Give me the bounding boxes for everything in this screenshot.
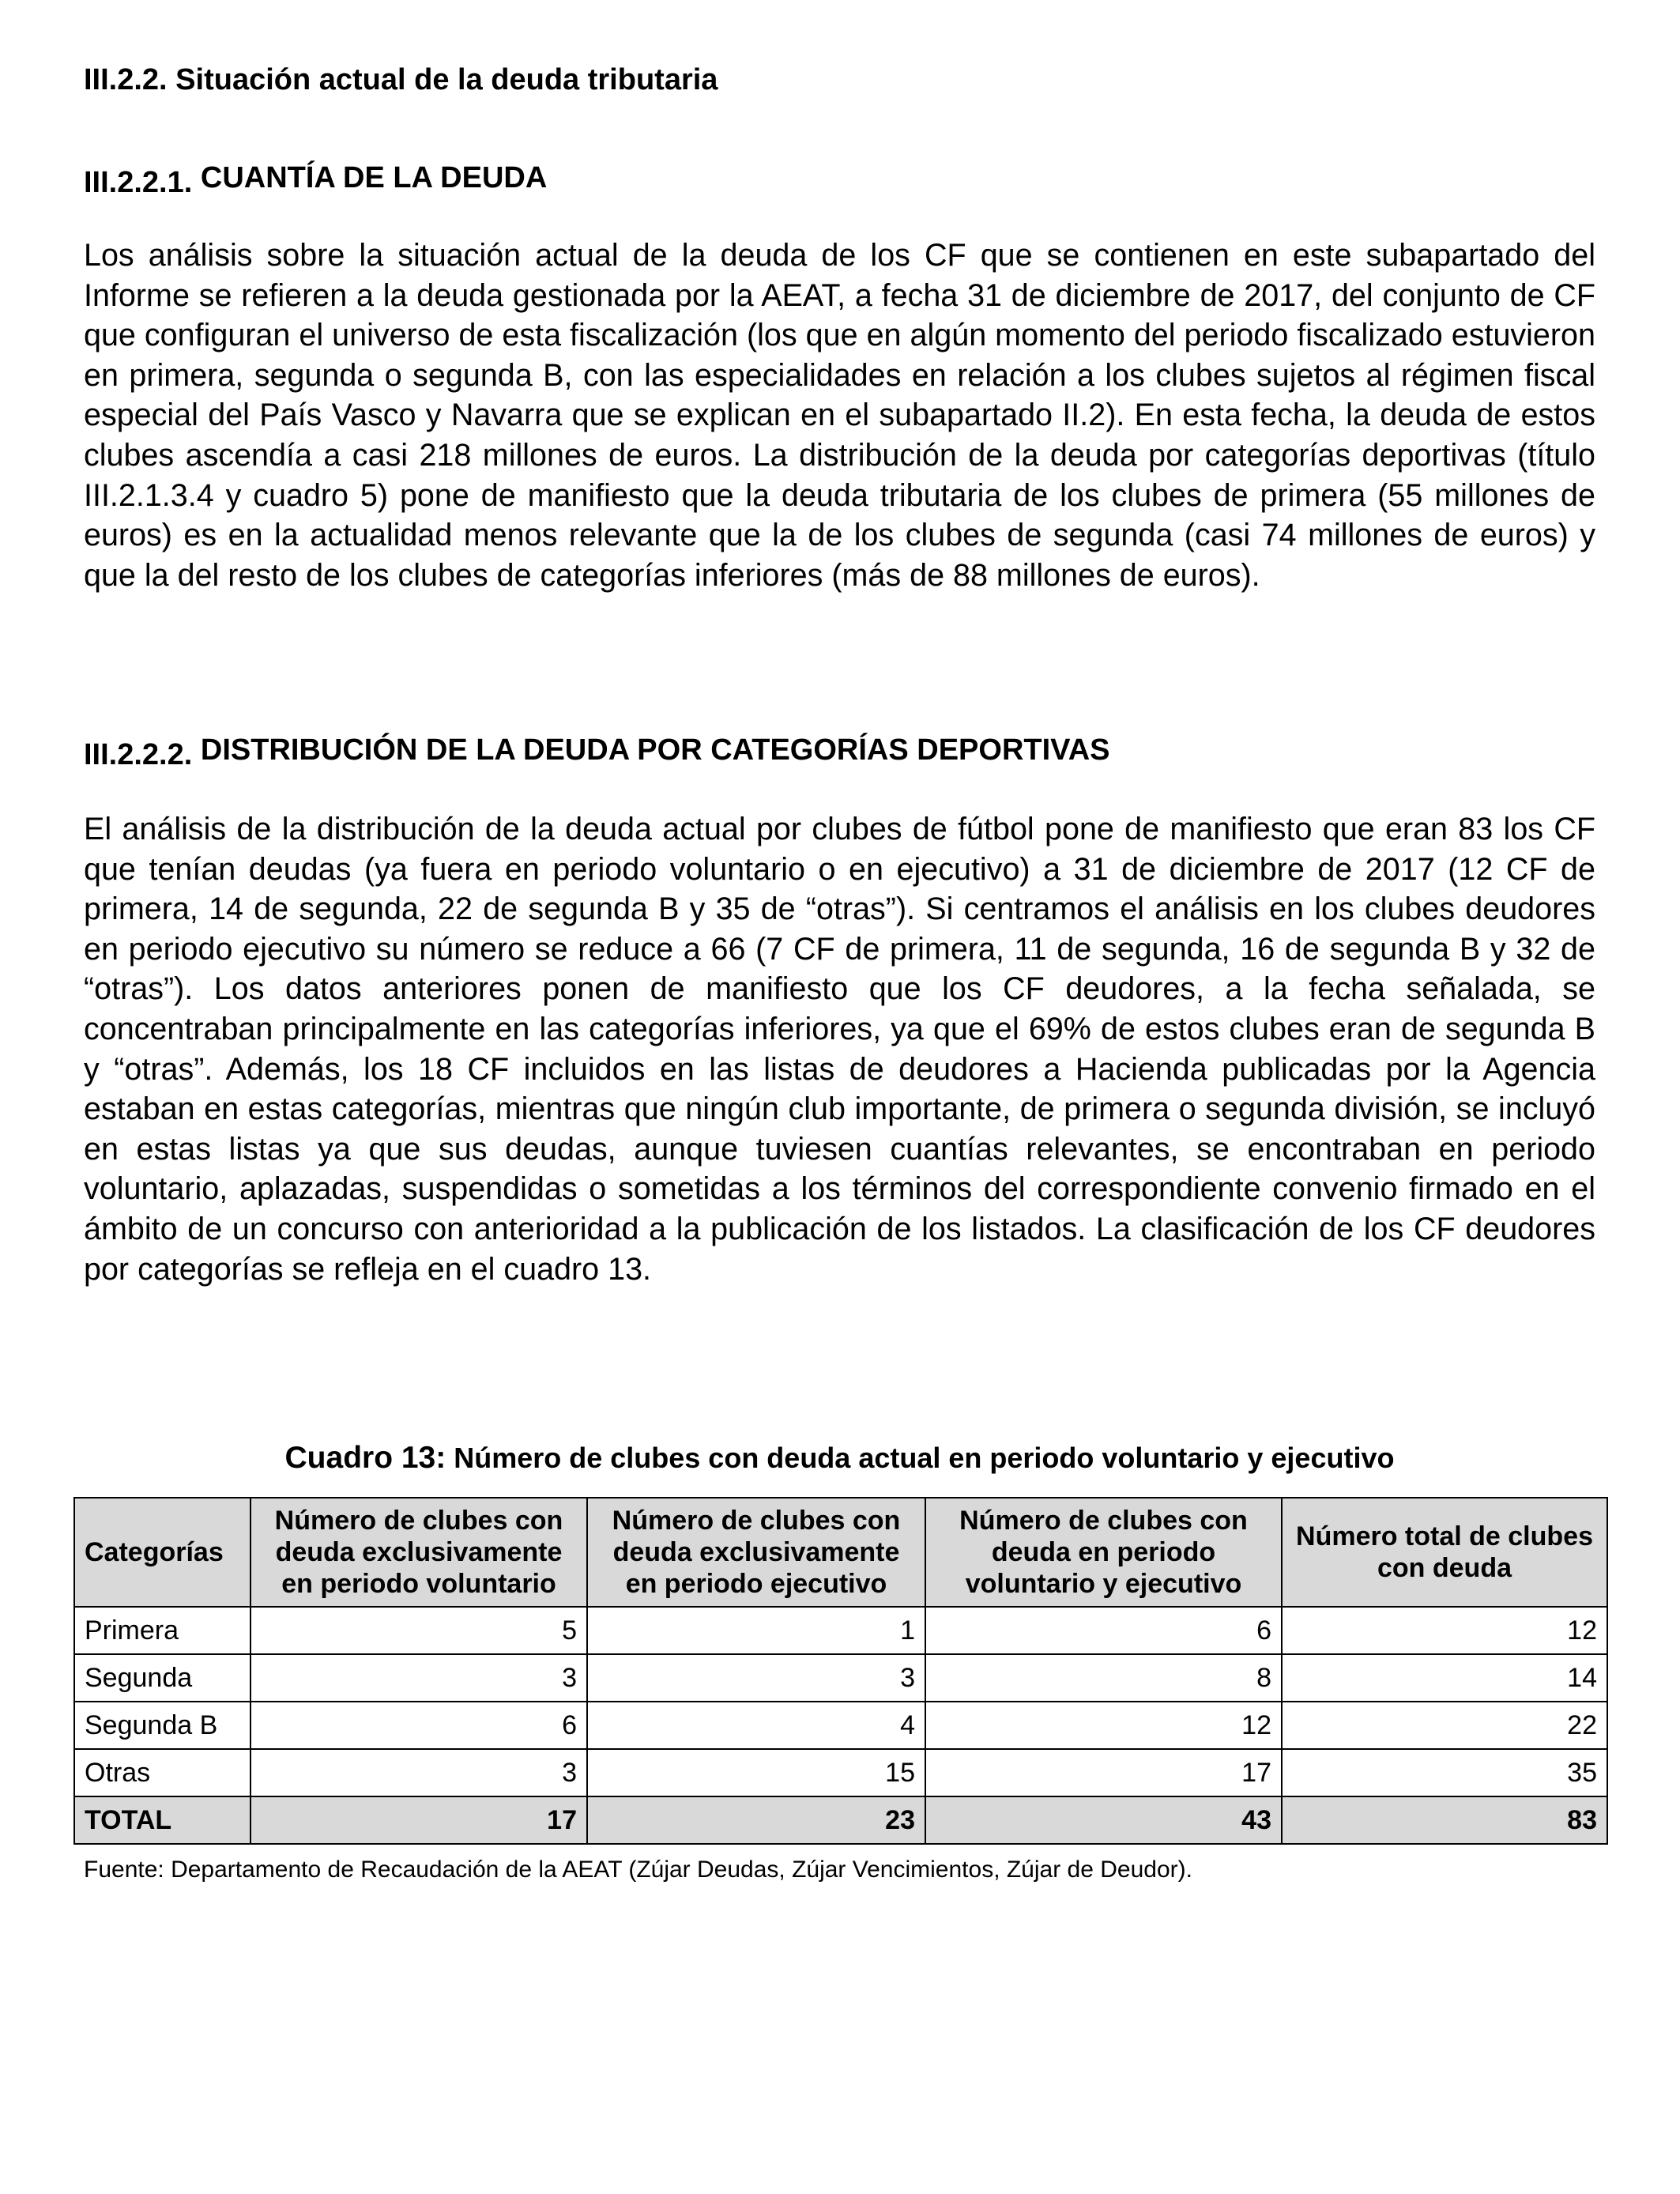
table-caption-text: Número de clubes con deuda actual en periodo voluntario y ejecutivo bbox=[446, 1442, 1395, 1474]
subsection-2-number: III.2.2.2. bbox=[84, 738, 193, 771]
section-heading: III.2.2. Situación actual de la deuda tributaria bbox=[84, 63, 718, 96]
subsection-1-paragraph: Los análisis sobre la situación actual de la deuda de los CF que se contienen en este subapartado del Informe se refieren a la deuda gestionada por la AEAT, a fecha 31 de diciembre de 2017, del conjunto de CF que configuran el universo de esta fiscalización (los que en algún momento del periodo fiscalizado estuvieron en primera, segunda o segunda B, con las especialidades en relación a los clubes sujetos al régimen fiscal especial del País Vasco y Navarra que se explican en el subapartado II.2). En esta fecha, la deuda de estos clubes ascendía a casi 218 millones de euros. La distribución de la deuda por categorías deportivas (título III.2.1.3.4 y cuadro 5) pone de manifiesto que la deuda tributaria de los clubes de primera (55 millones de euros) es en la actualidad menos relevante que la de los clubes de segunda (casi 74 millones de euros) y que la del resto de los clubes de categorías inferiores (más de 88 millones de euros). bbox=[84, 238, 1595, 593]
table-header-row bbox=[74, 1498, 1607, 1607]
total-voluntario: 17 bbox=[250, 1796, 587, 1844]
cell-total: 35 bbox=[1282, 1749, 1607, 1796]
header-voluntario-y-ejecutivo: Número de clubes con deuda en periodo voluntario y ejecutivo bbox=[925, 1498, 1282, 1607]
cell-total: 12 bbox=[1282, 1607, 1607, 1654]
table-row bbox=[74, 1749, 1607, 1796]
subsection-2-heading bbox=[84, 732, 1110, 771]
cell-voluntario-y-ejecutivo: 8 bbox=[925, 1654, 1282, 1702]
header-categorias: Categorías bbox=[74, 1498, 250, 1607]
debt-table bbox=[73, 1497, 1608, 1845]
cell-ejecutivo: 15 bbox=[587, 1749, 925, 1796]
cell-voluntario: 5 bbox=[250, 1607, 587, 1654]
cell-total: 22 bbox=[1282, 1702, 1607, 1749]
total-voluntario-y-ejecutivo: 43 bbox=[925, 1796, 1282, 1844]
cell-voluntario-y-ejecutivo: 17 bbox=[925, 1749, 1282, 1796]
cell-voluntario: 3 bbox=[250, 1654, 587, 1702]
header-total: Número total de clubes con deuda bbox=[1282, 1498, 1607, 1607]
cell-voluntario: 3 bbox=[250, 1749, 587, 1796]
table-block bbox=[84, 1438, 1595, 1886]
table-source-note: Fuente: Departamento de Recaudación de la AEAT (Zújar Deudas, Zújar Vencimientos, Zújar de Deudor). bbox=[84, 1857, 1192, 1883]
cell-total: 14 bbox=[1282, 1654, 1607, 1702]
subsection-1-title: CUANTÍA DE LA DEUDA bbox=[200, 161, 548, 194]
subsection-2-title: DISTRIBUCIÓN DE LA DEUDA POR CATEGORÍAS DEPORTIVAS bbox=[200, 733, 1110, 767]
table-caption bbox=[84, 1438, 1595, 1484]
total-total: 83 bbox=[1282, 1796, 1607, 1844]
row-category: Segunda bbox=[74, 1654, 250, 1702]
row-category: Segunda B bbox=[74, 1702, 250, 1749]
table-row bbox=[74, 1702, 1607, 1749]
table-row bbox=[74, 1607, 1607, 1654]
header-voluntario: Número de clubes con deuda exclusivamente en periodo voluntario bbox=[250, 1498, 587, 1607]
total-label: TOTAL bbox=[74, 1796, 250, 1844]
cell-voluntario-y-ejecutivo: 6 bbox=[925, 1607, 1282, 1654]
cell-ejecutivo: 4 bbox=[587, 1702, 925, 1749]
table-caption-lead: Cuadro 13: bbox=[284, 1441, 446, 1475]
cell-ejecutivo: 1 bbox=[587, 1607, 925, 1654]
total-ejecutivo: 23 bbox=[587, 1796, 925, 1844]
row-category: Otras bbox=[74, 1749, 250, 1796]
cell-voluntario: 6 bbox=[250, 1702, 587, 1749]
subsection-1-heading bbox=[84, 160, 548, 199]
cell-ejecutivo: 3 bbox=[587, 1654, 925, 1702]
table-total-row bbox=[74, 1796, 1607, 1844]
subsection-1-number: III.2.2.1. bbox=[84, 166, 193, 199]
cell-voluntario-y-ejecutivo: 12 bbox=[925, 1702, 1282, 1749]
header-ejecutivo: Número de clubes con deuda exclusivamente en periodo ejecutivo bbox=[587, 1498, 925, 1607]
subsection-2-paragraph: El análisis de la distribución de la deuda actual por clubes de fútbol pone de manifiesto que eran 83 los CF que tenían deudas (ya fuera en periodo voluntario o en ejecutivo) a 31 de diciembre de 2017 (12 CF de primera, 14 de segunda, 22 de segunda B y 35 de “otras”). Si centramos el análisis en los clubes deudores en periodo ejecutivo su número se reduce a 66 (7 CF de primera, 11 de segunda, 16 de segunda B y 32 de “otras”). Los datos anteriores ponen de manifiesto que los CF deudores, a la fecha señalada, se concentraban principalmente en las categorías inferiores, ya que el 69% de estos clubes eran de segunda B y “otras”. Además, los 18 CF incluidos en las listas de deudores a Hacienda publicadas por la Agencia estaban en estas categorías, mientras que ningún club importante, de primera o segunda división, se incluyó en estas listas ya que sus deudas, aunque tuviesen cuantías relevantes, se encontraban en periodo voluntario, aplazadas, suspendidas o sometidas a los términos del correspondiente convenio firmado en el ámbito de un concurso con anterioridad a la publicación de los listados. La clasificación de los CF deudores por categorías se refleja en el cuadro 13. bbox=[84, 812, 1595, 1287]
table-row bbox=[74, 1654, 1607, 1702]
row-category: Primera bbox=[74, 1607, 250, 1654]
